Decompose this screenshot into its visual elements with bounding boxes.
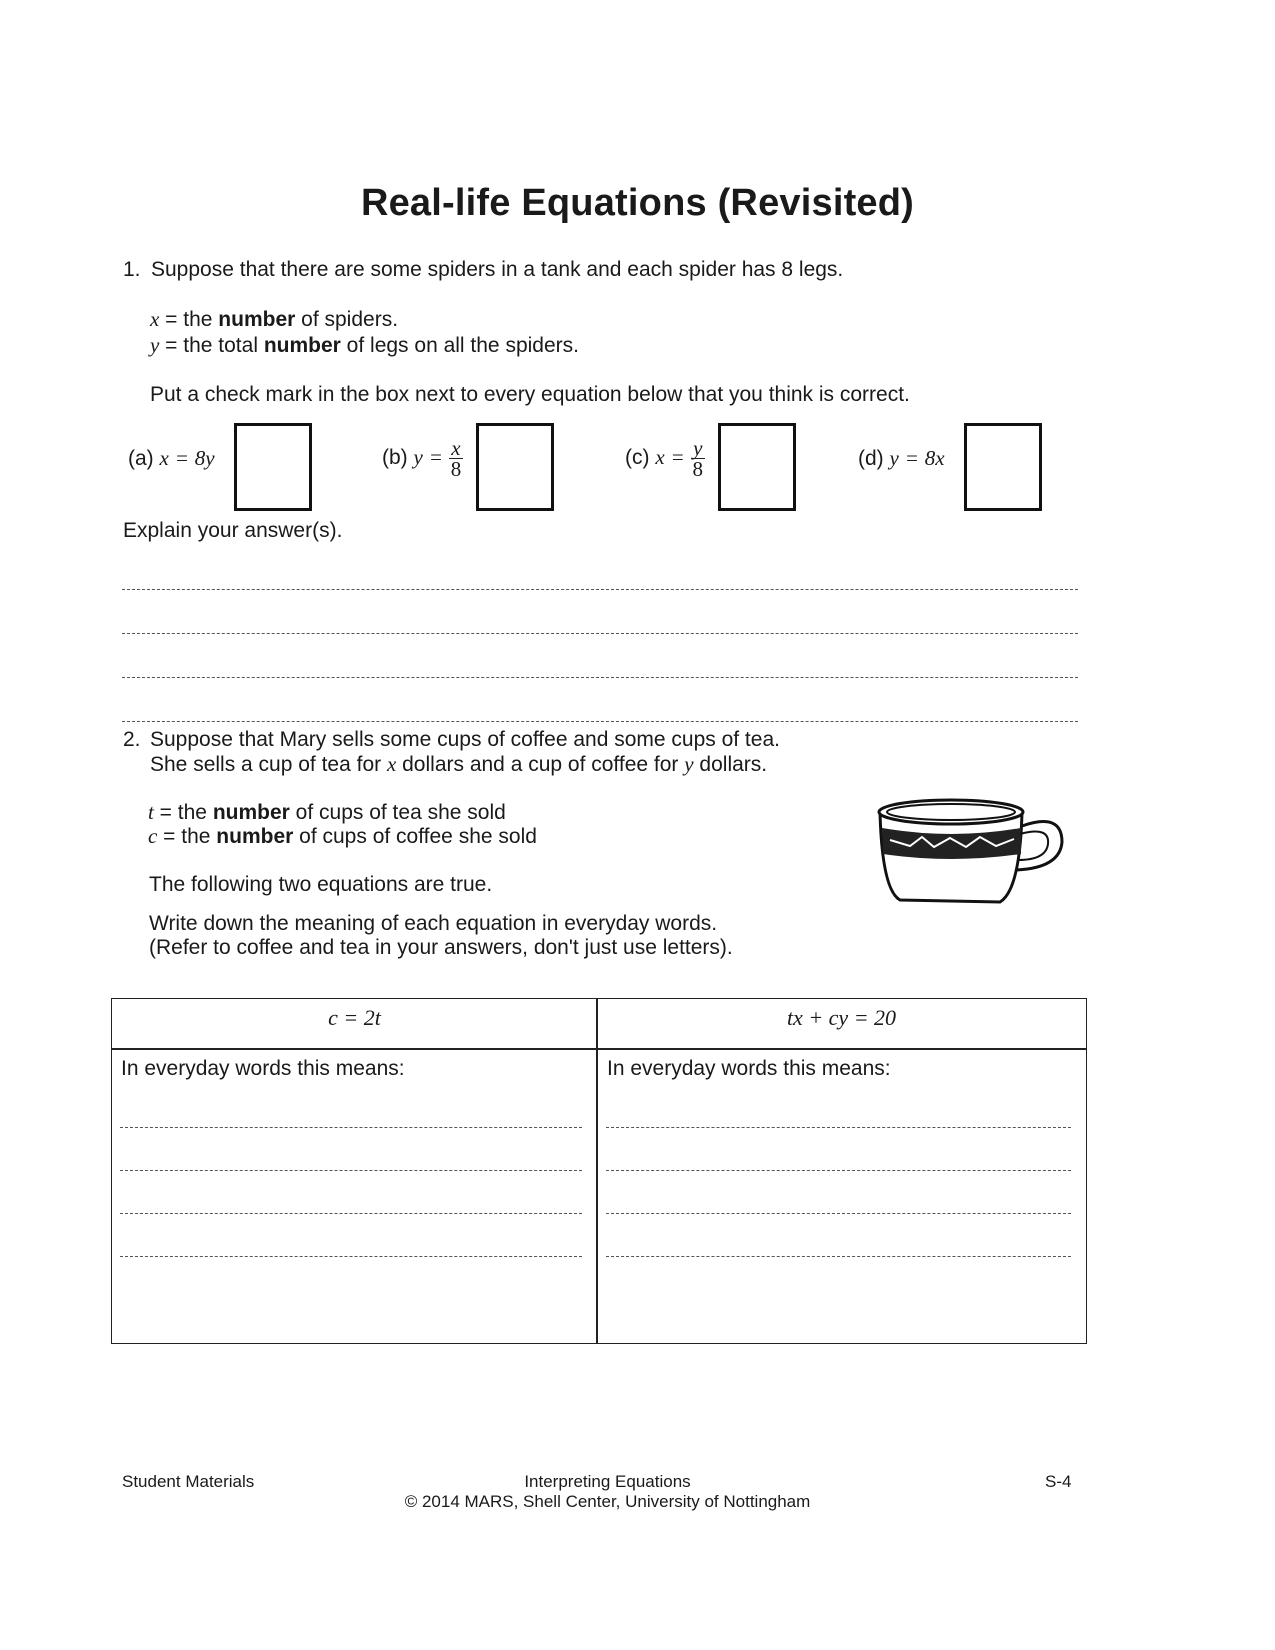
- text: dollars and a cup of coffee for: [396, 753, 685, 776]
- coffee-cup-icon: [870, 790, 1070, 915]
- option-label: (b): [382, 446, 408, 470]
- left-prompt: In everyday words this means:: [121, 1057, 405, 1080]
- q1-intro: Suppose that there are some spiders in a tank and each spider has 8 legs.: [151, 258, 844, 281]
- option-label: (c): [625, 446, 650, 470]
- option-a-equation: [128, 446, 215, 471]
- answer-line[interactable]: [120, 1127, 582, 1128]
- q2-true-line: The following two equations are true.: [149, 873, 493, 896]
- var-y: y: [684, 752, 694, 776]
- answer-line[interactable]: [606, 1170, 1071, 1171]
- checkbox-c[interactable]: [718, 423, 796, 511]
- def-bold: number: [216, 825, 294, 848]
- def-text: = the total: [159, 334, 264, 357]
- answer-line[interactable]: [122, 721, 1078, 722]
- var-x: x: [150, 307, 160, 331]
- q1-instruction: Put a check mark in the box next to every equation below that you think is correct.: [150, 383, 910, 406]
- answer-line[interactable]: [122, 633, 1078, 634]
- q2-def-c: [148, 823, 537, 850]
- eq-rhs: 8y: [194, 446, 215, 470]
- option-c-equation: [625, 438, 705, 479]
- footer-page-number: S-4: [1045, 1472, 1072, 1491]
- answer-line[interactable]: [606, 1256, 1071, 1257]
- right-prompt: In everyday words this means:: [607, 1057, 891, 1080]
- def-text: of cups of coffee she sold: [293, 825, 537, 848]
- table-header-right: [596, 998, 1087, 1050]
- q2-intro-line2: [150, 751, 767, 778]
- q1-def-x: [150, 306, 398, 333]
- def-text: = the: [153, 801, 213, 824]
- q2-def-t: [148, 799, 506, 826]
- var-y: y: [150, 333, 160, 357]
- answer-line[interactable]: [120, 1256, 582, 1257]
- option-b-equation: [382, 438, 463, 479]
- answer-line[interactable]: [122, 677, 1078, 678]
- eq-sign: =: [428, 445, 443, 470]
- fraction-numerator: x: [449, 438, 464, 459]
- answer-line[interactable]: [120, 1213, 582, 1214]
- fraction: [691, 438, 706, 479]
- q1-explain: Explain your answer(s).: [123, 519, 343, 542]
- eq-sign: =: [904, 446, 919, 470]
- option-label: (d): [858, 447, 884, 470]
- q2-intro-line1: Suppose that Mary sells some cups of coffee and some cups of tea.: [150, 728, 780, 751]
- fraction-denominator: 8: [692, 457, 704, 481]
- checkbox-d[interactable]: [964, 423, 1042, 511]
- q1-def-y: [150, 332, 579, 359]
- q2-write-line1: Write down the meaning of each equation in everyday words.: [149, 912, 718, 935]
- eq-lhs: x: [159, 446, 169, 470]
- footer-center-line2: © 2014 MARS, Shell Center, University of Nottingham: [404, 1492, 811, 1511]
- text: dollars.: [693, 753, 768, 776]
- def-text: = the: [157, 825, 217, 848]
- option-d-equation: [858, 446, 945, 471]
- table-cell-left: [111, 1048, 598, 1344]
- fraction-numerator: y: [691, 438, 706, 459]
- text: She sells a cup of tea for: [150, 753, 387, 776]
- def-text: of legs on all the spiders.: [340, 334, 579, 357]
- def-bold: number: [212, 801, 290, 824]
- eq-lhs: y: [889, 446, 899, 470]
- footer-center-line1: Interpreting Equations: [524, 1472, 691, 1491]
- fraction: [449, 438, 464, 479]
- def-bold: number: [263, 334, 341, 357]
- q2-number: 2.: [123, 728, 141, 751]
- checkbox-a[interactable]: [234, 423, 312, 511]
- checkbox-b[interactable]: [476, 423, 554, 511]
- answer-line[interactable]: [120, 1170, 582, 1171]
- answer-line[interactable]: [122, 589, 1078, 590]
- option-label: (a): [128, 447, 154, 470]
- def-text: of spiders.: [295, 308, 399, 331]
- eq-lhs: x: [655, 445, 665, 470]
- page-title: Real-life Equations (Revisited): [360, 182, 915, 224]
- def-text: = the: [159, 308, 219, 331]
- eq-rhs: 8x: [924, 446, 945, 470]
- equation-c-2t: c = 2t: [328, 1005, 381, 1030]
- eq-lhs: y: [413, 445, 423, 470]
- fraction-denominator: 8: [450, 457, 462, 481]
- footer-left: Student Materials: [122, 1472, 255, 1491]
- table-cell-right: [596, 1048, 1087, 1344]
- q1-number: 1.: [123, 258, 141, 281]
- var-t: t: [148, 800, 154, 824]
- answer-line[interactable]: [606, 1127, 1071, 1128]
- eq-sign: =: [174, 446, 189, 470]
- q2-write-line2: (Refer to coffee and tea in your answers, don't just use letters).: [149, 936, 733, 959]
- var-x: x: [386, 752, 397, 776]
- var-c: c: [148, 824, 158, 848]
- def-bold: number: [218, 308, 296, 331]
- def-text: of cups of tea she sold: [289, 801, 506, 824]
- answer-line[interactable]: [606, 1213, 1071, 1214]
- equation-tx-cy-20: tx + cy = 20: [786, 1005, 897, 1030]
- table-header-left: [111, 998, 598, 1050]
- eq-sign: =: [670, 445, 685, 470]
